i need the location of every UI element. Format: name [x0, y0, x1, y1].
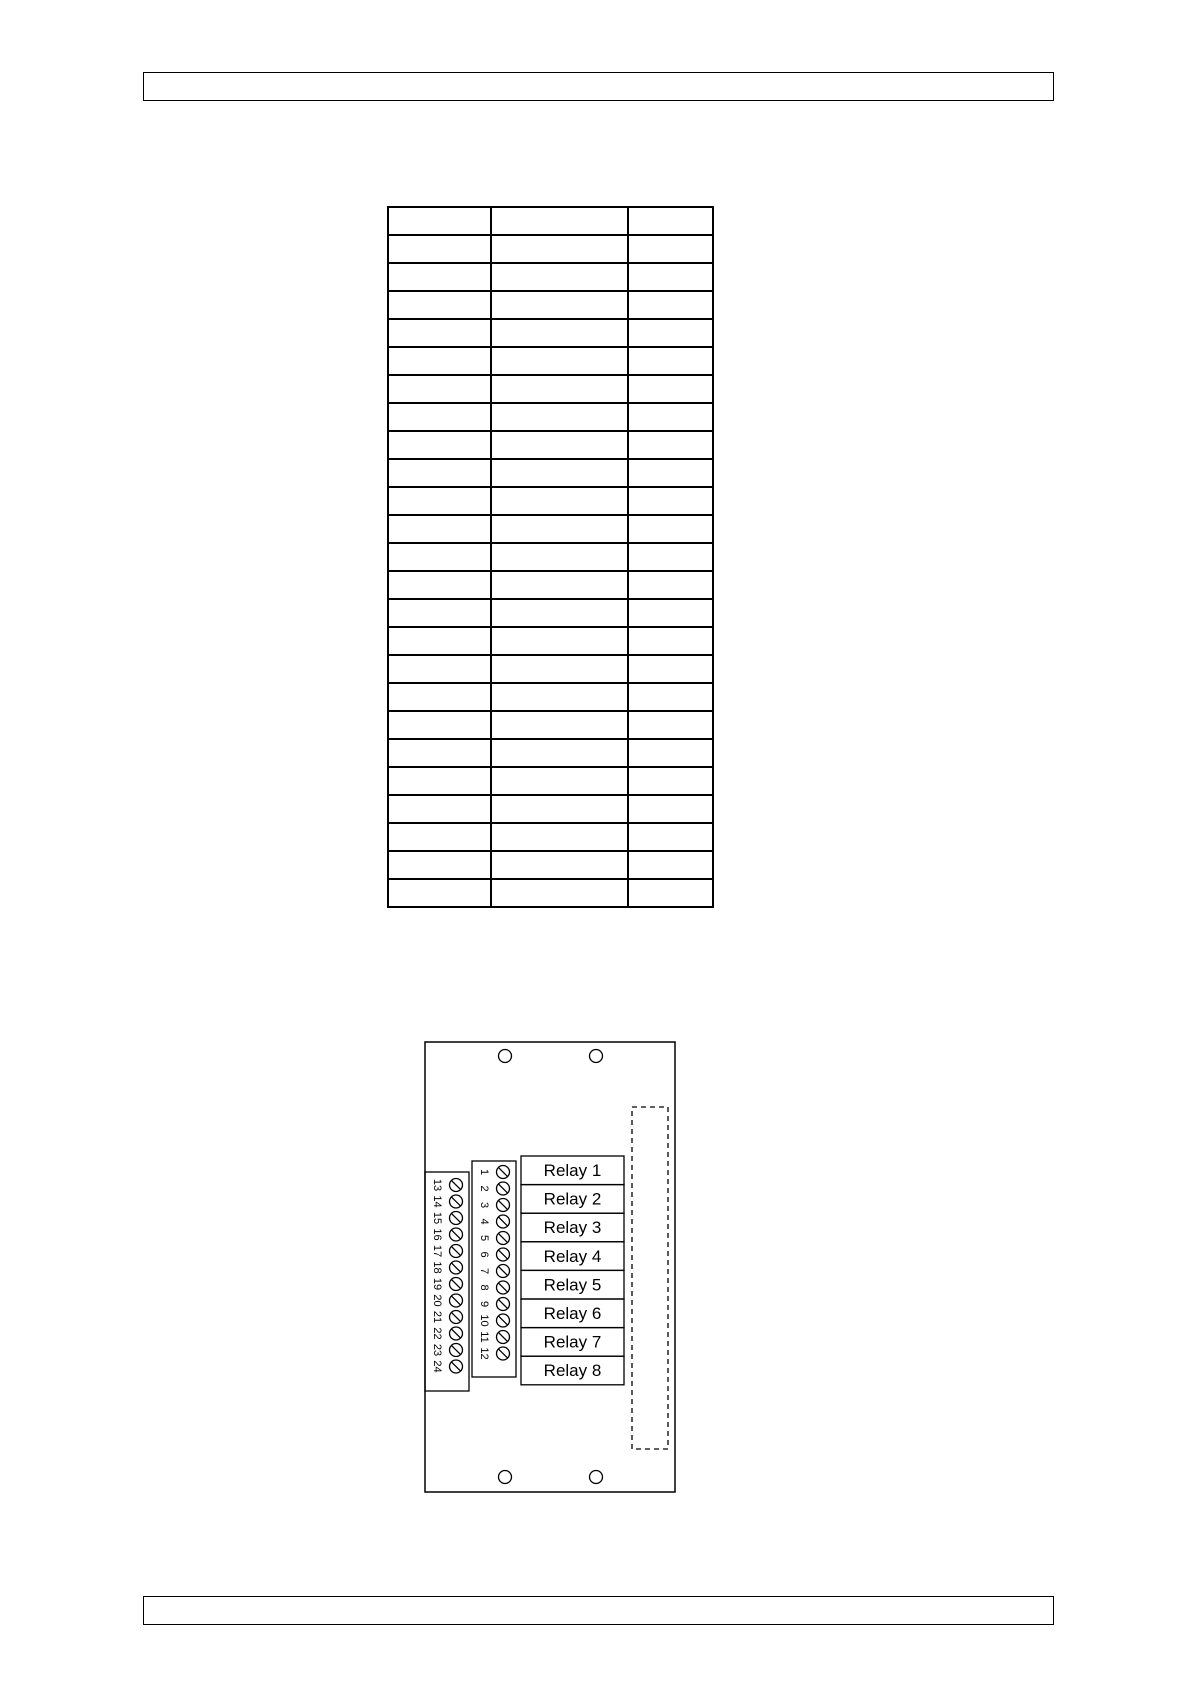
terminal-number: 3	[478, 1201, 491, 1209]
table-cell	[491, 823, 628, 851]
table-row	[388, 767, 713, 795]
table-cell	[388, 431, 491, 459]
relay-label: Relay 2	[543, 1189, 602, 1209]
table-row	[388, 599, 713, 627]
table-cell	[388, 207, 491, 235]
table-cell	[628, 571, 713, 599]
table-cell	[628, 319, 713, 347]
table-cell	[491, 347, 628, 375]
terminal-number: 19	[431, 1277, 444, 1291]
table-row	[388, 431, 713, 459]
table-cell	[388, 655, 491, 683]
table-cell	[628, 655, 713, 683]
terminal-number: 14	[431, 1195, 444, 1208]
table-cell	[491, 207, 628, 235]
terminal-number: 16	[431, 1228, 444, 1241]
table-cell	[388, 515, 491, 543]
table-cell	[628, 487, 713, 515]
table-row	[388, 683, 713, 711]
relay-label: Relay 7	[543, 1332, 602, 1352]
terminal-number: 8	[478, 1284, 491, 1291]
table-cell	[388, 767, 491, 795]
table-row	[388, 291, 713, 319]
table-cell	[628, 347, 713, 375]
blank-table	[387, 206, 714, 908]
table-cell	[628, 627, 713, 655]
terminal-number: 15	[431, 1211, 444, 1225]
table-cell	[388, 627, 491, 655]
table-cell	[491, 627, 628, 655]
table-cell	[491, 543, 628, 571]
table-cell	[628, 543, 713, 571]
table-row	[388, 515, 713, 543]
table-cell	[491, 767, 628, 795]
terminal-number: 21	[431, 1310, 444, 1324]
table-cell	[628, 375, 713, 403]
table-cell	[388, 879, 491, 907]
table-cell	[388, 375, 491, 403]
table-cell	[388, 459, 491, 487]
table-cell	[491, 263, 628, 291]
terminal-number: 18	[431, 1261, 444, 1274]
table-row	[388, 403, 713, 431]
relay-label: Relay 6	[543, 1304, 602, 1323]
table-cell	[491, 487, 628, 515]
terminal-number: 10	[478, 1314, 491, 1327]
relay-label: Relay 1	[543, 1161, 602, 1180]
table-cell	[388, 543, 491, 571]
table-cell	[628, 263, 713, 291]
table-cell	[491, 375, 628, 403]
terminal-number: 2	[478, 1185, 491, 1192]
table-cell	[491, 795, 628, 823]
table-row	[388, 655, 713, 683]
table-cell	[628, 851, 713, 879]
relay-label: Relay 5	[543, 1275, 602, 1295]
table-cell	[628, 711, 713, 739]
table-row	[388, 459, 713, 487]
table-row	[388, 375, 713, 403]
page-footer-box	[143, 1596, 1054, 1625]
table-cell	[628, 207, 713, 235]
table-cell	[388, 347, 491, 375]
table-cell	[628, 515, 713, 543]
table-cell	[491, 739, 628, 767]
table-cell	[491, 403, 628, 431]
table-cell	[628, 823, 713, 851]
table-cell	[388, 851, 491, 879]
table-cell	[491, 319, 628, 347]
table-cell	[491, 655, 628, 683]
table-cell	[628, 403, 713, 431]
table-row	[388, 543, 713, 571]
mounting-hole-icon	[590, 1471, 603, 1484]
terminal-number: 12	[478, 1347, 491, 1360]
table-row	[388, 851, 713, 879]
table-row	[388, 207, 713, 235]
table-cell	[628, 431, 713, 459]
table-cell	[388, 319, 491, 347]
table-cell	[388, 291, 491, 319]
table-cell	[491, 711, 628, 739]
table-cell	[388, 571, 491, 599]
table-cell	[388, 795, 491, 823]
table-row	[388, 235, 713, 263]
table-cell	[491, 235, 628, 263]
relay-label: Relay 4	[543, 1246, 602, 1266]
relay-board-diagram	[420, 1040, 680, 1500]
mounting-hole-icon	[499, 1050, 512, 1063]
table-cell	[491, 599, 628, 627]
terminal-number: 20	[431, 1294, 444, 1307]
table-cell	[491, 431, 628, 459]
table-cell	[628, 879, 713, 907]
table-cell	[388, 403, 491, 431]
table-cell	[491, 879, 628, 907]
table-row	[388, 879, 713, 907]
terminal-number: 1	[478, 1168, 491, 1176]
terminal-number: 4	[478, 1218, 491, 1225]
table-row	[388, 711, 713, 739]
table-cell	[388, 235, 491, 263]
dashed-connector-outline	[632, 1107, 668, 1449]
table-cell	[628, 739, 713, 767]
terminal-number: 13	[431, 1178, 444, 1192]
table-cell	[628, 235, 713, 263]
relay-label: Relay 8	[543, 1361, 602, 1381]
table-row	[388, 347, 713, 375]
terminal-number: 7	[478, 1267, 491, 1275]
table-row	[388, 739, 713, 767]
table-cell	[388, 711, 491, 739]
table-row	[388, 487, 713, 515]
table-row	[388, 823, 713, 851]
terminal-number: 17	[431, 1244, 444, 1258]
table-cell	[628, 767, 713, 795]
table-cell	[388, 823, 491, 851]
table-cell	[491, 291, 628, 319]
table-cell	[388, 263, 491, 291]
table-cell	[388, 683, 491, 711]
terminal-number: 11	[478, 1331, 491, 1343]
table-cell	[388, 739, 491, 767]
table-cell	[628, 683, 713, 711]
table-cell	[628, 459, 713, 487]
mounting-hole-icon	[590, 1050, 603, 1063]
table-cell	[491, 515, 628, 543]
terminal-number: 22	[431, 1327, 444, 1340]
table-cell	[491, 459, 628, 487]
table-cell	[628, 599, 713, 627]
table-cell	[491, 683, 628, 711]
table-cell	[628, 795, 713, 823]
terminal-number: 24	[431, 1360, 444, 1373]
page-header-box	[143, 72, 1054, 101]
terminal-number: 5	[478, 1234, 491, 1242]
table-row	[388, 571, 713, 599]
terminal-number: 6	[478, 1251, 491, 1258]
table-row	[388, 627, 713, 655]
table-row	[388, 319, 713, 347]
mounting-hole-icon	[499, 1471, 512, 1484]
table-cell	[628, 291, 713, 319]
table-cell	[388, 487, 491, 515]
table-row	[388, 795, 713, 823]
terminal-number: 9	[478, 1300, 491, 1308]
relay-label: Relay 3	[543, 1218, 602, 1238]
table-cell	[491, 851, 628, 879]
table-cell	[491, 571, 628, 599]
table-cell	[388, 599, 491, 627]
table-row	[388, 263, 713, 291]
terminal-number: 23	[431, 1343, 444, 1357]
